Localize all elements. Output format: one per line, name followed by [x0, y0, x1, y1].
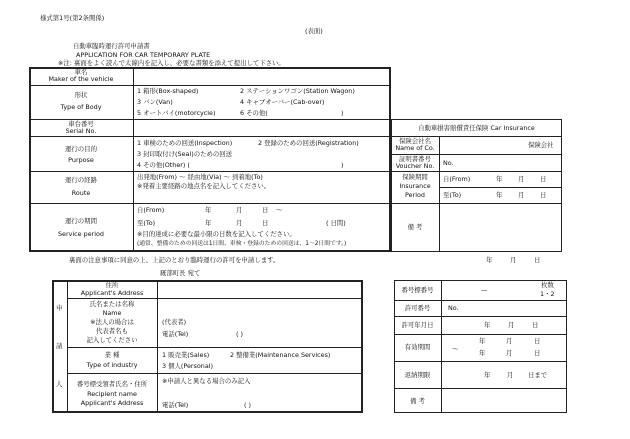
valid-to-day: 日 [534, 349, 541, 357]
purpose-option-2[interactable]: 2 登録のための回送(Registration) [258, 139, 359, 147]
form-side: (表面) [305, 27, 323, 35]
valid-tilde: 〜 [452, 345, 459, 353]
period-note-1: ※目的達成に必要な最小限の日数を記入してください。 [137, 230, 296, 238]
applicant-side-1: 申 [56, 304, 63, 312]
consent-year: 年 [486, 256, 493, 264]
route-note: ※発着主要経路の地点名を記入してください。 [137, 182, 271, 190]
valid-label: 有効期間 [404, 343, 431, 351]
body-option-6[interactable]: 6 その他( [240, 109, 268, 117]
industry-label-en: Type of industry [86, 361, 138, 369]
ins-period-label: 保険期間 [402, 173, 428, 181]
corp-note-3: 記入してください [86, 336, 138, 344]
ins-to-month: 月 [518, 191, 525, 199]
permit-date-label: 許可年月日 [401, 321, 434, 329]
ins-from[interactable]: 自(From) [443, 175, 471, 183]
recipient-label: 番号標受領者氏名・住所 [76, 380, 148, 388]
permit-no: No. [448, 304, 459, 312]
period-from[interactable]: 自(From) [137, 206, 165, 214]
address-label: 住所 [105, 281, 119, 289]
valid-to-year: 年 [479, 349, 486, 357]
return-until: 日まで [528, 371, 548, 379]
industry-label: 業 種 [104, 351, 120, 359]
period-from-year: 年 [205, 206, 212, 214]
recipient-label-en1: Recipient name [87, 390, 137, 398]
permit-date-month: 月 [508, 321, 515, 329]
plate-no-label: 番号標番号 [401, 286, 434, 294]
ins-from-month: 月 [518, 175, 525, 183]
ins-to[interactable]: 至(To) [443, 191, 462, 199]
return-year: 年 [484, 371, 491, 379]
ins-period-label-en2: Period [405, 191, 425, 199]
industry-option-2[interactable]: 2 整備業(Maintenance Services) [230, 351, 331, 359]
purpose-label-en: Purpose [68, 156, 94, 164]
corp-note-2: 代表者名も [96, 327, 128, 335]
sheets-value: 1・2 [540, 290, 555, 298]
purpose-option-1[interactable]: 1 車検のための回送(Inspection) [137, 139, 233, 147]
route-label-en: Route [71, 189, 91, 197]
valid-to-month: 月 [506, 349, 513, 357]
recipient-tel-label: 電話(Tel) [162, 401, 189, 409]
name-label-en: Name [102, 309, 122, 317]
period-tilde: 〜 [276, 206, 283, 214]
industry-option-3[interactable]: 3 個人(Personal) [162, 362, 214, 370]
body-option-1[interactable]: 1 箱形(Box-shaped) [137, 87, 199, 95]
car-name-label-en: Maker of the vehicle [48, 75, 114, 83]
return-label: 返納期限 [404, 371, 431, 379]
return-month: 月 [507, 371, 514, 379]
consent-day: 日 [534, 256, 541, 264]
title-ja: 自動車臨時運行許可申請書 [73, 42, 150, 50]
voucher-label-en: Voucher No. [395, 162, 435, 170]
recipient-note: ※申請人と異なる場合のみ記入 [162, 377, 251, 385]
period-days: ( 日間) [326, 219, 346, 227]
ins-from-day: 日 [540, 175, 547, 183]
ins-period-label-en1: Insurance [399, 182, 431, 190]
permit-no-label: 許可番号 [404, 304, 431, 312]
period-from-day: 日 [262, 206, 269, 214]
plate-no-dash: — [481, 286, 488, 294]
representative-label: (代表者) [162, 318, 187, 326]
body-option-3[interactable]: 3 バン(Van) [137, 98, 173, 106]
name-label: 氏名または名称 [89, 300, 135, 308]
purpose-option-3[interactable]: 3 封印取付け(Seal)のための回送 [137, 150, 233, 158]
applicant-side-2: 請 [56, 342, 63, 350]
industry-option-1[interactable]: 1 販売業(Sales) [162, 351, 210, 359]
applicant-side-3: 人 [56, 380, 63, 388]
purpose-option-4[interactable]: 4 その他(Other) ( [137, 161, 190, 169]
body-option-2[interactable]: 2 ステーションワゴン(Station Wagon) [240, 87, 355, 95]
period-to-year: 年 [205, 219, 212, 227]
ins-company-label: 保険会社名 [399, 137, 431, 145]
serial-label-en: Serial No. [65, 127, 97, 135]
addressee: 厩部町長 宛て [160, 269, 201, 277]
applicant-tel-label: 電話(Tel) [162, 330, 189, 338]
car-name-label: 車名 [74, 68, 88, 76]
voucher-no[interactable]: No. [443, 159, 454, 167]
body-option-6-close: ) [341, 109, 344, 117]
period-label: 運行の期間 [65, 217, 97, 225]
sheets-label: 枚数 [541, 281, 554, 289]
address-label-en: Applicant's Address [80, 289, 144, 297]
period-to-month: 月 [236, 219, 243, 227]
body-label: 形状 [74, 91, 88, 99]
ins-company-suffix: 保険会社 [528, 141, 554, 149]
ins-remarks-label: 備 考 [407, 223, 423, 231]
serial-label: 車台番号 [68, 120, 94, 128]
permit-date-day: 日 [532, 321, 539, 329]
consent-month: 月 [510, 256, 517, 264]
body-option-4[interactable]: 4 キャブオーバー(Cab-over) [240, 98, 325, 106]
insurance-heading: 自動車損害賠償責任保険 Car Insurance [418, 124, 535, 132]
route-label: 運行の経路 [65, 176, 97, 184]
body-option-5[interactable]: 5 オートバイ(motorcycle) [137, 109, 216, 117]
ins-to-year: 年 [496, 191, 503, 199]
recipient-tel-paren: ( ) [244, 401, 252, 409]
applicant-tel-paren: ( ) [236, 330, 244, 338]
valid-from-month: 月 [506, 337, 513, 345]
period-note-2: (通常、整備のための回送は1日間、車検・登録のための回送は、1〜2日間です。) [137, 241, 347, 247]
valid-from-day: 日 [534, 337, 541, 345]
corp-note-1: ※法人の場合は [90, 318, 134, 326]
voucher-label: 証明書番号 [399, 155, 431, 163]
purpose-option-4-close: ) [341, 161, 344, 169]
period-label-en: Service period [57, 230, 104, 238]
period-from-month: 月 [236, 206, 243, 214]
body-label-en: Type of Body [60, 103, 102, 111]
purpose-label: 運行の目的 [65, 145, 97, 153]
form-number: 様式第1号(第2条関係) [40, 14, 105, 22]
ins-company-label-en: Name of Co. [395, 144, 435, 152]
ins-from-year: 年 [496, 175, 503, 183]
ins-to-day: 日 [540, 191, 547, 199]
period-to[interactable]: 至(To) [137, 219, 156, 227]
title-en: APPLICATION FOR CAR TEMPORARY PLATE [76, 51, 211, 59]
recipient-label-en2: Applicant's Address [80, 399, 144, 407]
period-to-day: 日 [262, 219, 269, 227]
instruction-note: ※注: 裏面をよく読んで太線内を記入し、必要な書類を添えて提出して下さい。 [58, 59, 285, 67]
permit-date-year: 年 [484, 321, 491, 329]
consent-text: 裏面の注意事項に同意の上、上記のとおり臨時運行の許可を申請します。 [69, 256, 280, 264]
valid-from-year: 年 [479, 337, 486, 345]
route-line: 出発地(From) 〜 経由地(Via) 〜 到着地(To) [137, 173, 263, 181]
office-remarks-label: 備 考 [410, 397, 425, 405]
